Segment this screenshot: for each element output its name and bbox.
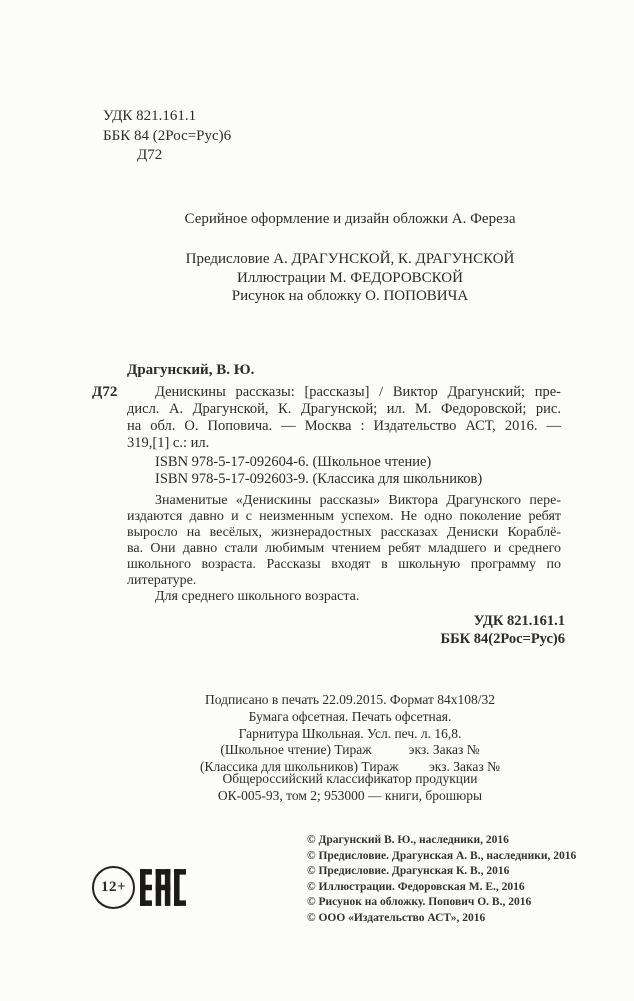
product-classifier: [70, 771, 630, 805]
text-line: ISBN 978-5-17-092603-9. (Классика для школьников): [155, 471, 483, 488]
text-line: © Рисунок на обложку. Попович О. В., 2016: [307, 896, 532, 909]
text-line: школьного возраста. Рассказы входят в школьную программу по: [127, 557, 561, 572]
text-line: ва. Они давно стали любимым чтением ребят младшего и среднего: [127, 541, 561, 556]
udk-code: УДК 821.161.1: [103, 108, 197, 124]
classification-codes-right: [440, 612, 565, 648]
imprint-block: [70, 692, 630, 776]
audience-note: Для среднего школьного возраста.: [155, 589, 360, 604]
text-line: © ООО «Издательство АСТ», 2016: [307, 911, 486, 924]
text-line: выросло на весёлых, жизнерадостных рассказах Дениски Кораблё-: [127, 525, 561, 540]
text-line: (Классика для школьников) Тираж экз. Заказ №: [200, 759, 500, 775]
text-line: © Драгунский В. Ю., наследники, 2016: [307, 834, 509, 846]
credits-list: [70, 250, 630, 306]
text-line: литературе.: [127, 573, 197, 588]
text-line: © Предисловие. Драгунская К. В., 2016: [307, 865, 510, 878]
catalog-author-sign: Д72: [92, 384, 118, 400]
age-rating-badge: 12+: [92, 866, 135, 909]
text-line: © Иллюстрации. Федоровская М. Е., 2016: [307, 880, 525, 893]
text-line: Бумага офсетная. Печать офсетная.: [248, 708, 452, 724]
text-line: (Школьное чтение) Тираж экз. Заказ №: [220, 742, 480, 758]
text-line: Иллюстрации М. ФЕДОРОВСКОЙ: [237, 269, 463, 286]
catalog-description: [127, 384, 561, 452]
text-line: дисл. А. Драгунской, К. Драгунской; ил. М. Федоровской; рис.: [127, 401, 561, 417]
copyright-list: [307, 833, 576, 927]
text-line: Общероссийский классификатор продукции: [222, 771, 478, 786]
annotation: [127, 493, 561, 589]
classification-codes: [103, 107, 231, 166]
bbk-code: ББК 84 (2Рос=Рус)6: [103, 127, 232, 144]
text-line: Подписано в печать 22.09.2015. Формат 84х108/32: [205, 692, 495, 707]
eac-mark-icon: [140, 867, 186, 908]
text-line: издаются давно и с неизменным успехом. Не одно поколение ребят: [127, 509, 561, 524]
text-line: Гарнитура Школьная. Усл. печ. л. 16,8.: [238, 725, 462, 741]
author-sign: Д72: [137, 147, 163, 163]
text-line: Рисунок на обложку О. ПОПОВИЧА: [231, 288, 469, 304]
isbn-list: [155, 454, 482, 488]
text-line: © Предисловие. Драгунская А. В., наследники, 2016: [307, 849, 577, 862]
series-design-credit: Серийное оформление и дизайн обложки А. Фереза: [184, 211, 516, 227]
text-line: ISBN 978-5-17-092604-6. (Школьное чтение): [155, 454, 432, 470]
text-line: на обл. О. Поповича. — Москва : Издательство АСТ, 2016. —: [127, 418, 561, 434]
text-line: ОК-005-93, том 2; 953000 — книги, брошюры: [217, 787, 483, 803]
text-line: Денискины рассказы: [рассказы] / Виктор Драгунский; пре-: [155, 384, 561, 400]
catalog-author: Драгунский, В. Ю.: [127, 362, 255, 378]
text-line: Предисловие А. ДРАГУНСКОЙ, К. ДРАГУНСКОЙ: [185, 251, 515, 267]
bbk-code-right: ББК 84(2Рос=Рус)6: [440, 631, 565, 647]
udk-code-right: УДК 821.161.1: [473, 613, 565, 629]
text-line: Знаменитые «Денискины рассказы» Виктора Драгунского пере-: [155, 493, 561, 508]
text-line: 319,[1] с.: ил.: [127, 435, 210, 451]
